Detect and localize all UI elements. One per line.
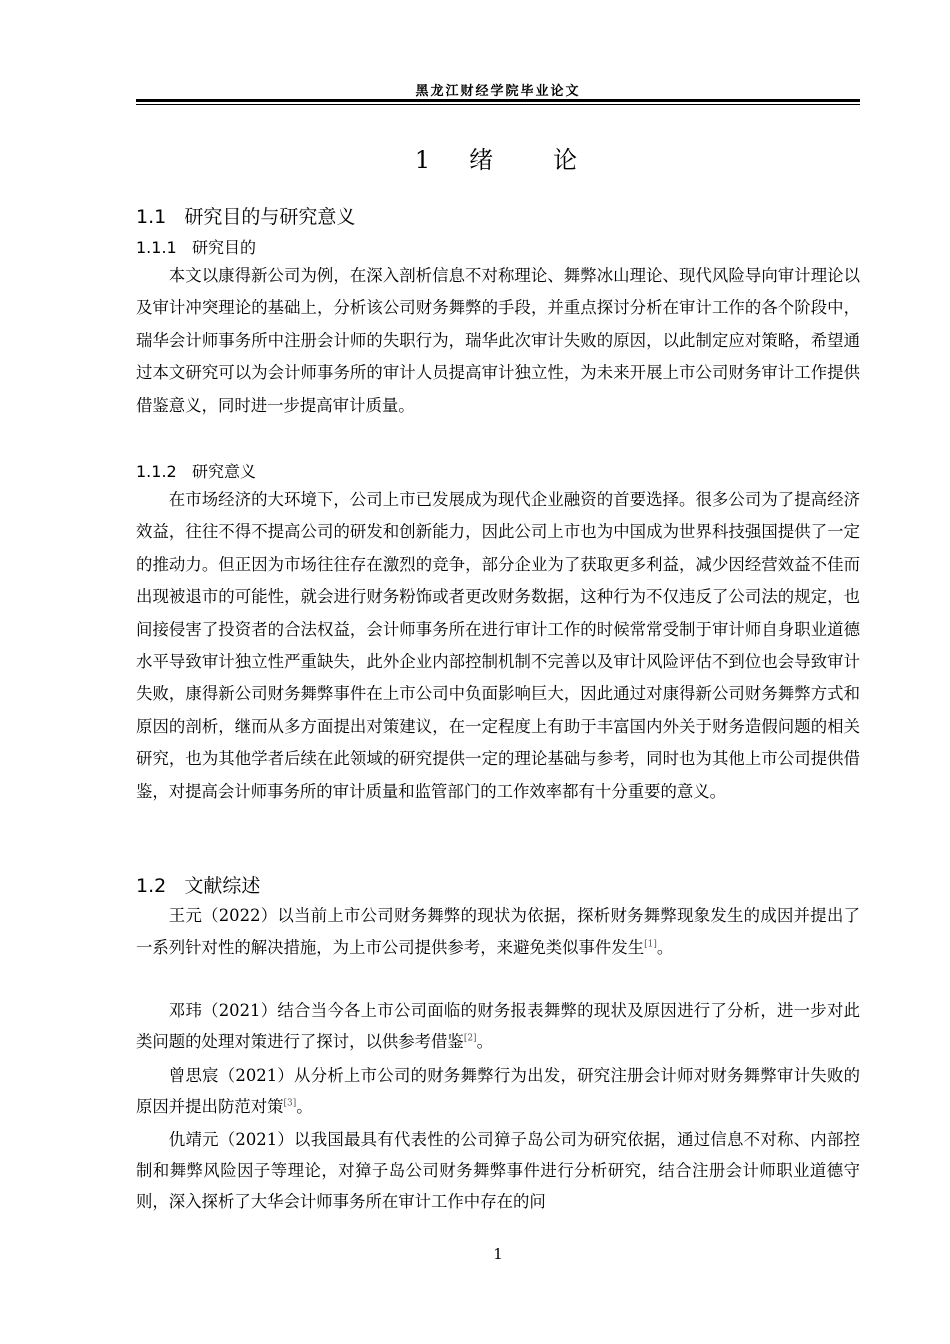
literature-text: 邓玮（2021）结合当今各上市公司面临的财务报表舞弊的现状及原因进行了分析，进一步对此类问题的处理对策进行了探讨，以供参考借鉴 <box>136 1001 860 1051</box>
section-heading-1-1 <box>136 202 355 229</box>
page-number: 1 <box>493 1245 503 1263</box>
literature-text: 王元（2022）以当前上市公司财务舞弊的现状为依据，探析财务舞弊现象发生的成因并提出了一系列针对性的解决措施，为上市公司提供参考，来避免类似事件发生 <box>136 906 860 958</box>
chapter-heading <box>136 140 860 175</box>
header-rule-thick <box>136 99 860 102</box>
section-number: 1.1.2 <box>136 462 177 481</box>
paragraph-literature-4 <box>136 1124 860 1217</box>
header-rule-thin <box>136 104 860 105</box>
paragraph-research-purpose: 本文以康得新公司为例，在深入剖析信息不对称理论、舞弊冰山理论、现代风险导向审计理论以及审计冲突理论的基础上，分析该公司财务舞弊的手段，并重点探讨分析在审计工作的各个阶段中，瑞华会计师事务所中注册会计师的失职行为，瑞华此次审计失败的原因，以此制定应对策略，希望通过本文研究可以为会计师事务所的审计人员提高审计独立性，为未来开展上市公司财务审计工作提供借鉴意义，同时进一步提高审计质量。 <box>136 266 860 415</box>
paragraph-literature-1 <box>136 900 860 965</box>
section-number: 1.2 <box>136 875 167 897</box>
section-heading-1-2 <box>136 871 260 898</box>
literature-end: 。 <box>656 938 674 958</box>
citation-marker: [1] <box>644 939 657 950</box>
section-title: 研究目的与研究意义 <box>184 206 356 228</box>
literature-text: 曾思宸（2021）从分析上市公司的财务舞弊行为出发，研究注册会计师对财务舞弊审计失败的原因并提出防范对策 <box>136 1066 860 1116</box>
literature-end: 。 <box>476 1032 493 1051</box>
section-number: 1.1 <box>136 206 167 228</box>
literature-text: 仇靖元（2021）以我国最具有代表性的公司獐子岛公司为研究依据，通过信息不对称、内部控制和舞弊风险因子等理论，对獐子岛公司财务舞弊事件进行分析研究，结合注册会计师职业道德守则，深入探析了大华会计师事务所在审计工作中存在的问 <box>136 1130 860 1211</box>
literature-end: 。 <box>296 1097 313 1116</box>
paragraph-literature-2 <box>136 995 860 1057</box>
section-title: 研究意义 <box>191 462 256 481</box>
paragraph-literature-3 <box>136 1060 860 1122</box>
citation-marker: [3] <box>283 1098 297 1109</box>
chapter-number: 1 <box>414 146 435 174</box>
paragraph-research-significance: 在市场经济的大环境下，公司上市已发展成为现代企业融资的首要选择。很多公司为了提高经济效益，往往不得不提高公司的研发和创新能力，因此公司上市也为中国成为世界科技强国提供了一定的推动力。但正因为市场往往存在激烈的竞争，部分企业为了获取更多利益，减少因经营效益不佳而出现被退市的可能性，就会进行财务粉饰或者更改财务数据，这种行为不仅违反了公司法的规定，也间接侵害了投资者的合法权益，会计师事务所在进行审计工作的时候常常受制于审计师自身职业道德水平导致审计独立性严重缺失，此外企业内部控制机制不完善以及审计风险评估不到位也会导致审计失败，康得新公司财务舞弊事件在上市公司中负面影响巨大，因此通过对康得新公司财务舞弊方式和原因的剖析，继而从多方面提出对策建议，在一定程度上有助于丰富国内外关于财务造假问题的相关研究，也为其他学者后续在此领域的研究提供一定的理论基础与参考，同时也为其他上市公司提供借鉴，对提高会计师事务所的审计质量和监管部门的工作效率都有十分重要的意义。 <box>136 490 860 801</box>
citation-marker: [2] <box>463 1033 477 1044</box>
running-header: 黑龙江财经学院毕业论文 <box>415 84 581 99</box>
section-title: 文献综述 <box>184 875 261 897</box>
section-heading-1-1-2 <box>136 459 256 482</box>
section-title: 研究目的 <box>191 238 256 257</box>
section-heading-1-1-1 <box>136 235 256 258</box>
section-number: 1.1.1 <box>136 238 177 257</box>
chapter-title: 绪 论 <box>469 146 582 174</box>
